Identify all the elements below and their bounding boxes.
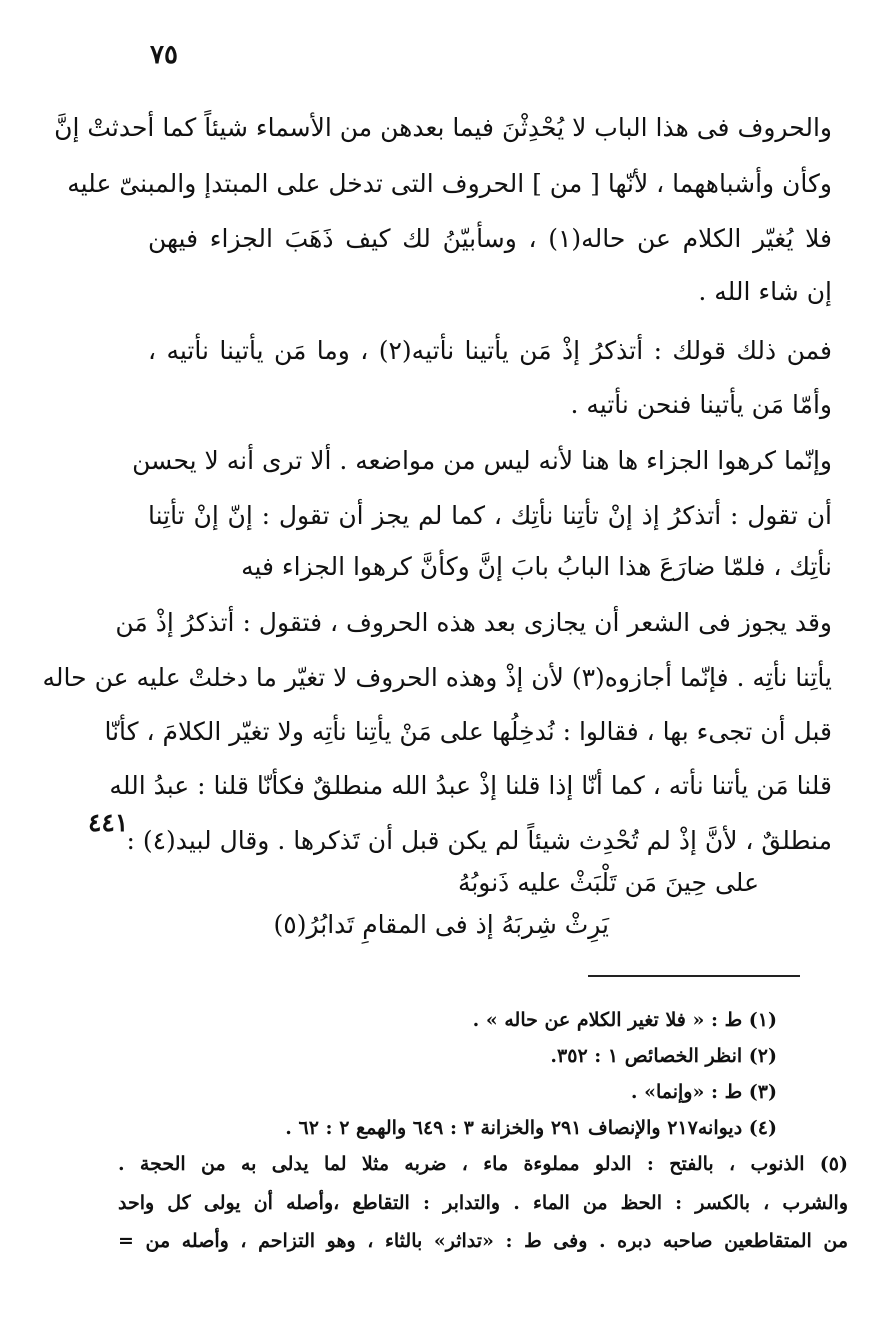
page-number: ٧٥: [150, 40, 178, 70]
footnote: (٣) ط : «وإنما» .: [630, 1081, 777, 1103]
text-line: وإنّما كرهوا الجزاء ها هنا لأنه ليس من مواضعه . ألا ترى أنه لا يحسن: [132, 446, 832, 475]
text-line: يأتِنا نأتِه . فإنّما أجازوه(٣) لأن إذْ وهذه الحروف لا تغيّر ما دخلتْ عليه عن حاله: [42, 663, 832, 692]
footnote: (٤) ديوانه٢١٧ والإنصاف ٢٩١ والخزانة ٣ : ٦٤٩ والهمع ٢ : ٦٢ .: [285, 1117, 777, 1139]
text-line: وكأن وأشباههما ، لأنّها [ من ] الحروف التى تدخل على المبتدإ والمبنىّ عليه: [67, 169, 832, 198]
footnote-continuation: والشرب ، بالكسر : الحظ من الماء . والتدابر : التقاطع ،وأصله أن يولى كل واحد: [118, 1192, 848, 1214]
footnote-separator: [588, 975, 800, 977]
text-line: نأتِك ، فلمّا ضارَعَ هذا البابُ بابَ إنَّ وكأنَّ كرهوا الجزاء فيه: [241, 552, 832, 581]
text-line: أن تقول : أتذكرُ إذ إنْ تأتِنا نأتِك ، كما لم يجز أن تقول : إنّ إنْ تأتِنا: [148, 501, 832, 530]
footnote: (٢) انظر الخصائص ١ : ٣٥٢.: [550, 1045, 777, 1067]
text-line: وقد يجوز فى الشعر أن يجازى بعد هذه الحروف ، فتقول : أتذكرُ إذْ مَن: [115, 608, 832, 637]
margin-page-number: ٤٤١: [88, 808, 129, 837]
text-line: والحروف فى هذا الباب لا يُحْدِثْنَ فيما بعدهن من الأسماء شيئاً كما أحدثتْ إنَّ: [54, 113, 832, 142]
text-line: قبل أن تجىء بها ، فقالوا : نُدخِلُها على مَنْ يأتِنا نأتِه ولا تغيّر الكلامَ ، كأنّا: [104, 717, 832, 746]
text-line: قلنا مَن يأتنا نأته ، كما أنّا إذا قلنا إذْ عبدُ الله منطلقٌ فكأنّا قلنا : عبدُ الله: [109, 771, 832, 800]
text-line: وأمّا مَن يأتينا فنحن نأتيه .: [570, 390, 832, 419]
text-line: فلا يُغيّر الكلام عن حاله(١) ، وسأبيّنُ لك كيف ذَهَبَ الجزاء فيهن: [148, 224, 832, 253]
footnote: (١) ط : « فلا تغير الكلام عن حاله » .: [472, 1009, 777, 1031]
verse-hemistich-1: على حِينَ مَن تَلْبَثْ عليه ذَنوبُهُ: [457, 868, 759, 897]
footnote: (٥) الذنوب ، بالفتح : الدلو مملوءة ماء ، ضربه مثلا لما يدلى به من الحجة .: [118, 1153, 848, 1175]
text-line: إن شاء الله .: [698, 277, 832, 306]
text-line: منطلقٌ ، لأنَّ إذْ لم تُحْدِث شيئاً لم يكن قبل أن تَذكرها . وقال لبيد(٤) :: [126, 826, 832, 855]
verse-hemistich-2: يَرِثْ شِربَهُ إذ فى المقامِ تَدابُرُ(٥): [273, 910, 609, 939]
footnote-continuation: من المتقاطعين صاحبه دبره . وفى ط : «تداثر» بالثاء ، وهو التزاحم ، وأصله من =: [118, 1230, 848, 1252]
text-line: فمن ذلك قولك : أتذكرُ إذْ مَن يأتينا نأتيه(٢) ، وما مَن يأتينا نأتيه ،: [148, 336, 833, 365]
